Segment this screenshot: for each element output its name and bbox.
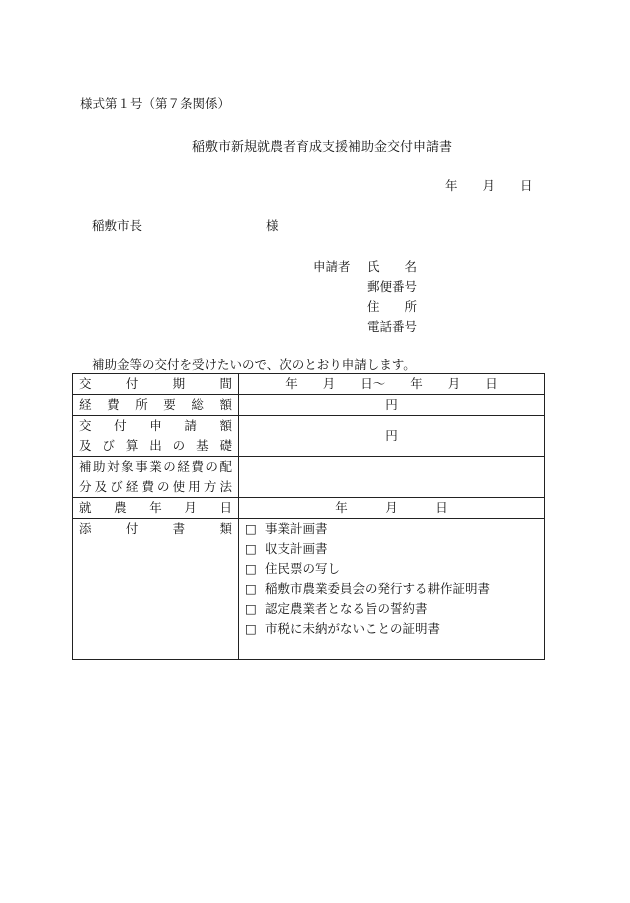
application-date: 年 月 日	[445, 178, 533, 193]
value-requested-amount: 円	[239, 416, 545, 457]
applicant-postal-field: 郵便番号	[367, 279, 418, 294]
value-grant-period: 年 月 日〜 年 月 日	[239, 374, 545, 395]
page-title: 稲敷市新規就農者育成支援補助金交付申請書	[191, 140, 452, 155]
attachment-item: □ 稲敷市農業委員会の発行する耕作証明書	[245, 579, 538, 599]
label-cost-allocation: 補助対象事業の経費の配	[79, 459, 232, 474]
value-total-cost: 円	[239, 395, 545, 416]
attachments-list	[239, 519, 545, 660]
checkbox-icon[interactable]: □	[245, 541, 257, 556]
checkbox-icon[interactable]: □	[245, 621, 257, 636]
applicant-label: 申請者	[313, 259, 351, 274]
checkbox-icon[interactable]: □	[245, 601, 257, 616]
applicant-name-field: 氏 名	[367, 259, 418, 274]
label-usage-method: 分及び経費の使用方法	[79, 479, 232, 494]
attachment-item: □ 認定農業者となる旨の誓約書	[245, 599, 538, 619]
table-row	[73, 457, 545, 498]
attachment-item: □ 住民票の写し	[245, 559, 538, 579]
table-row	[73, 374, 545, 395]
honorific: 様	[266, 218, 279, 233]
attachment-item: □ 事業計画書	[245, 519, 538, 539]
value-cost-allocation	[239, 457, 545, 498]
table-row	[73, 498, 545, 519]
label-attachments: 添付書類	[79, 521, 232, 536]
intro-text: 補助金等の交付を受けたいので、次のとおり申請します。	[92, 357, 416, 372]
label-total-cost: 経費所要総額	[79, 397, 232, 412]
value-farming-start-date: 年 月 日	[239, 498, 545, 519]
label-farming-start-date: 就農年月日	[79, 500, 232, 515]
checkbox-icon[interactable]: □	[245, 561, 257, 576]
checkbox-icon[interactable]: □	[245, 521, 257, 536]
addressee: 稲敷市長	[92, 218, 143, 233]
application-table	[72, 373, 545, 660]
table-row	[73, 519, 545, 660]
form-number: 様式第１号（第７条関係）	[80, 96, 231, 111]
checkbox-icon[interactable]: □	[245, 581, 257, 596]
applicant-phone-field: 電話番号	[367, 319, 418, 334]
applicant-address-field: 住 所	[367, 299, 418, 314]
attachment-item: □ 市税に未納がないことの証明書	[245, 619, 538, 639]
label-calc-basis: 及び算出の基礎	[79, 438, 232, 453]
table-row	[73, 416, 545, 457]
label-grant-period: 交付期間	[79, 376, 232, 391]
label-requested-amount: 交付申請額	[79, 418, 232, 433]
attachment-item: □ 収支計画書	[245, 539, 538, 559]
table-row	[73, 395, 545, 416]
